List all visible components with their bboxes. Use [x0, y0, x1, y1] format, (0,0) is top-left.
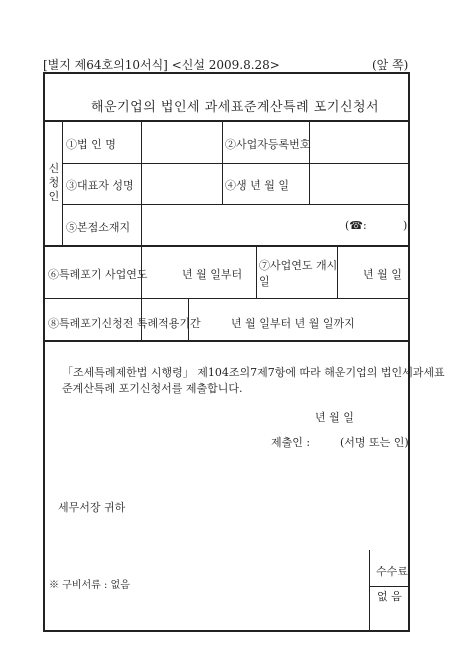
- hq-address-label: ⑤본점소재지: [66, 221, 131, 234]
- label-column-line: [141, 121, 142, 340]
- row-divider-3: [45, 245, 410, 247]
- waiver-from-value: 년 월 일부터: [182, 268, 243, 281]
- attachments-note: ※ 구비서류 : 없음: [49, 580, 130, 591]
- statement-line-2: 준계산특례 포기신청서를 제출합니다.: [62, 382, 243, 395]
- fee-label: 수수료: [376, 565, 408, 578]
- fee-box-line: [369, 550, 370, 630]
- application-form: [43, 72, 445, 632]
- birth-date-label: ④생 년 월 일: [225, 179, 289, 192]
- start-year-label: ⑦사업연도 개시: [259, 259, 338, 272]
- waiver-year-label: ⑥특례포기 사업연도: [48, 268, 148, 281]
- row-divider-1: [62, 163, 410, 164]
- row-divider-5: [45, 340, 410, 342]
- phone-label: (☎:: [345, 219, 367, 232]
- row-divider-2: [62, 204, 410, 205]
- fee-value: 없 음: [377, 590, 402, 603]
- corp-name-label: ①법 인 명: [66, 138, 116, 151]
- row6-mid-line: [256, 246, 257, 298]
- addressee: 세무서장 귀하: [58, 501, 126, 514]
- date-line: 년 월 일: [315, 411, 354, 424]
- phone-close: ): [403, 219, 408, 232]
- start-year-label-cont: 일: [259, 275, 270, 288]
- applicant-label: 신 청 인: [48, 162, 60, 203]
- signature-label: (서명 또는 인): [340, 436, 409, 449]
- form-title: 해운기업의 법인세 과세표준계산특례 포기신청서: [91, 100, 380, 115]
- applicant-column-line: [62, 121, 63, 245]
- biz-reg-no-label: ②사업자등록번호: [225, 138, 311, 151]
- form-number-header: [별지 제64호의10서식] <신설 2009.8.28>: [43, 58, 280, 72]
- submitter-label: 제출인 :: [271, 436, 311, 449]
- statement-line-1: 「조세특례제한법 시행령」 제104조의7제7항에 따라 해운기업의 법인세과세표: [62, 366, 445, 379]
- right-label-column-line: [309, 121, 310, 204]
- start-year-value: 년 월 일: [363, 268, 402, 281]
- fee-divider: [369, 586, 410, 587]
- pre-period-label: ⑧특례포기신청전 특례적용기간: [48, 317, 201, 330]
- rep-name-label: ③대표자 성명: [66, 179, 134, 192]
- mid-column-line: [222, 121, 223, 204]
- page-side-label: (앞 쪽): [372, 58, 409, 72]
- row-divider-4: [45, 298, 410, 299]
- pre-period-value: 년 월 일부터 년 월 일까지: [231, 317, 355, 330]
- title-divider: [45, 120, 410, 122]
